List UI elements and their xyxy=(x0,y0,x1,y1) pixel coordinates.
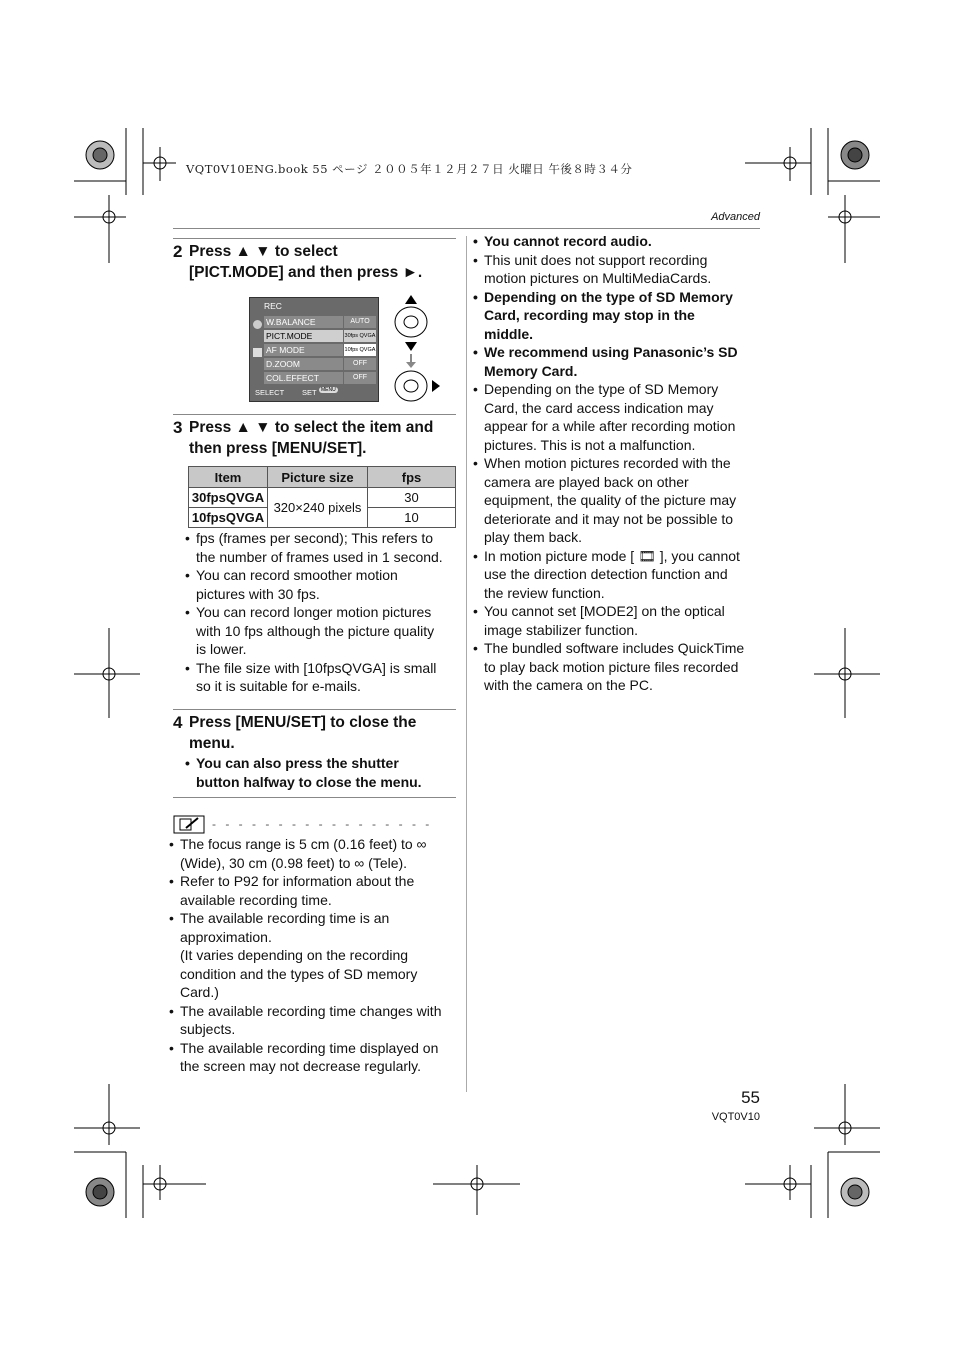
list-item-line: camera are played back on other xyxy=(484,473,689,490)
menu-row: COL.EFFECT OFF xyxy=(264,372,376,385)
list-item xyxy=(185,603,465,659)
list-item xyxy=(185,566,465,603)
list-item-line: • fps (frames per second); This refers to xyxy=(196,530,434,546)
running-head: VQT0V10ENG.book 55 ページ ２００５年１２月２７日 火曜日 午後８時３４分 xyxy=(186,162,633,176)
list-item xyxy=(169,1039,461,1076)
step-number: 2 xyxy=(173,242,183,261)
menu-row: D.ZOOM OFF xyxy=(264,358,376,371)
list-item-line: pictures. This is not a malfunction. xyxy=(484,436,696,453)
table-row: 30fpsQVGA 320×240 pixels 30 xyxy=(189,488,456,508)
step-4 xyxy=(173,712,463,756)
list-item-line: motion pictures on MultiMediaCards. xyxy=(484,270,712,286)
list-item xyxy=(473,288,765,344)
menu-footer-select: SELECT xyxy=(255,388,285,397)
list-item xyxy=(169,835,461,872)
step-number: 3 xyxy=(173,418,183,437)
list-item-line: • The file size with [10fpsQVGA] is small xyxy=(196,659,437,676)
list-item-line: • In motion picture mode [ 🎞 ], you cannot xyxy=(484,547,740,564)
list-item xyxy=(473,232,765,251)
list-item-line: • The available recording time displayed on xyxy=(180,1039,439,1056)
list-item xyxy=(473,343,765,380)
step-number: 4 xyxy=(173,713,183,732)
list-item-line: • You can record longer motion pictures xyxy=(196,604,432,620)
step3-bullet-list xyxy=(185,529,465,696)
list-item-line: approximation. xyxy=(180,928,272,945)
list-item-line: deteriorate and it may not be possible to xyxy=(484,510,734,527)
list-item-line: • You can record smoother motion xyxy=(196,567,398,583)
list-item xyxy=(473,547,765,603)
list-item-line: appear for a while after recording motion xyxy=(484,418,736,434)
list-item-line: • Depending on the type of SD Memory xyxy=(484,381,719,397)
list-item-line: • When motion pictures recorded with the xyxy=(484,455,731,471)
list-item-line: • The focus range is 5 cm (0.16 feet) to ∞ xyxy=(180,836,427,852)
list-item-line: is lower. xyxy=(196,641,247,657)
list-item xyxy=(473,380,765,454)
list-item-line: use the direction detection function and xyxy=(484,566,728,582)
step4-bottom-rule xyxy=(173,797,456,798)
list-item-line: subjects. xyxy=(180,1021,236,1037)
step-3 xyxy=(173,417,463,461)
list-item xyxy=(473,639,765,695)
list-item-line: with the camera on the PC. xyxy=(484,677,653,693)
list-item xyxy=(473,602,765,639)
list-item-line: the review function. xyxy=(484,584,605,601)
list-item-line: • You cannot set [MODE2] on the optical xyxy=(484,603,725,619)
menu-row-selected: PICT.MODE 30fps QVGA xyxy=(266,331,376,341)
list-item-line: • The available recording time changes with xyxy=(180,1002,442,1019)
list-item-line: to play back motion picture files recorded xyxy=(484,658,739,675)
fps-table xyxy=(188,466,456,528)
header-rule xyxy=(173,228,760,229)
list-item-line: • You cannot record audio. xyxy=(484,233,652,249)
list-item xyxy=(185,529,465,566)
list-item-line: Card, recording may stop in the xyxy=(484,307,695,323)
list-item-line: (It varies depending on the recording xyxy=(180,947,409,963)
list-item-line: equipment, the quality of the picture may xyxy=(484,492,737,508)
step-text-line1: Press ▲ ▼ to select xyxy=(189,243,338,260)
menu-footer-set: SET xyxy=(302,388,317,397)
table-row: 10fpsQVGA 10 xyxy=(189,508,456,528)
list-item xyxy=(473,251,765,288)
list-item-line: • Depending on the type of SD Memory xyxy=(484,288,733,305)
step-text-line1: Press [MENU/SET] to close the xyxy=(189,714,417,731)
note-icon xyxy=(173,815,205,834)
step3-rule xyxy=(173,414,456,415)
list-item-line: middle. xyxy=(484,325,534,342)
list-item-line: • The bundled software includes QuickTime xyxy=(484,640,745,656)
step4-rule xyxy=(173,709,456,710)
step-2 xyxy=(173,241,463,285)
list-item-line: • Refer to P92 for information about the xyxy=(180,873,415,889)
list-item-line: the screen may not decrease regularly. xyxy=(180,1058,421,1074)
list-item-line: • We recommend using Panasonic’s SD xyxy=(484,344,738,360)
table-header: Picture size xyxy=(268,467,368,488)
list-item-line: Card, the card access indication may xyxy=(484,399,714,416)
menu-row: W.BALANCE AUTO xyxy=(264,316,376,329)
picture-size-cell: 320×240 pixels xyxy=(268,488,368,528)
column-divider xyxy=(466,236,467,1092)
wrench-icon xyxy=(253,348,262,357)
table-header: Item xyxy=(189,467,268,488)
section-label: Advanced xyxy=(711,211,760,223)
list-item-line: play them back. xyxy=(484,529,583,545)
cursor-buttons-icon xyxy=(390,292,450,404)
list-item xyxy=(473,454,765,547)
list-item-line: the number of frames used in 1 second. xyxy=(196,548,443,565)
list-item xyxy=(169,909,461,1002)
step2-rule xyxy=(173,238,456,239)
list-item-line: with 10 fps although the picture quality xyxy=(196,622,435,639)
list-item-line: • This unit does not support recording xyxy=(484,251,708,268)
step-text-line1: Press ▲ ▼ to select the item and xyxy=(189,419,434,436)
list-item-line: image stabilizer function. xyxy=(484,621,639,638)
list-item-line: Memory Card. xyxy=(484,362,578,379)
menu-set-button-icon: MENU xyxy=(321,387,336,393)
list-item-line: • The available recording time is an xyxy=(180,910,390,926)
list-item xyxy=(169,1002,461,1039)
note-separator: - - - - - - - - - - - - - - - - - xyxy=(212,817,433,831)
model-code: VQT0V10 xyxy=(711,1111,760,1123)
list-item-line: so it is suitable for e-mails. xyxy=(196,678,361,694)
table-header: fps xyxy=(368,467,456,488)
step-text-line2: then press [MENU/SET]. xyxy=(189,440,367,457)
step-text-line2: menu. xyxy=(189,735,235,752)
right-column-bullet-list xyxy=(473,232,765,695)
list-item-line: (Wide), 30 cm (0.98 feet) to ∞ (Tele). xyxy=(180,854,408,871)
list-item-line: pictures with 30 fps. xyxy=(196,585,320,602)
list-item-line: Card.) xyxy=(180,984,219,1000)
menu-row: AF MODE 10fps QVGA xyxy=(266,345,376,355)
list-item-line: available recording time. xyxy=(180,891,332,908)
camera-icon xyxy=(253,320,262,329)
list-item xyxy=(169,872,461,909)
page-number: 55 xyxy=(741,1088,760,1107)
menu-title: REC xyxy=(264,301,282,311)
list-item-line: condition and the types of SD memory xyxy=(180,965,418,982)
note-bullet-list xyxy=(169,835,461,1076)
step4-bullet: • You can also press the shutter button halfway to close the menu. xyxy=(185,754,465,791)
rec-menu-screen xyxy=(249,297,379,402)
step-text-line2: [PICT.MODE] and then press ►. xyxy=(189,264,423,281)
list-item xyxy=(185,659,465,696)
